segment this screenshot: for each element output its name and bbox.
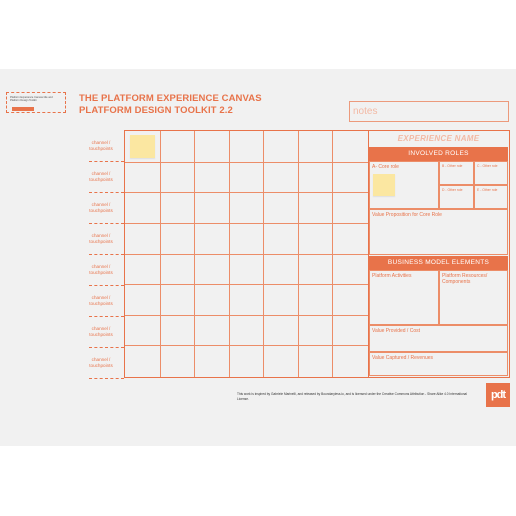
row-divider-dashed xyxy=(89,223,124,224)
value-provided-label: Value Provided / Cost xyxy=(372,328,420,334)
platform-resources-cell[interactable] xyxy=(439,270,508,325)
row-divider-dashed xyxy=(89,347,124,348)
row-label-line-1: channel / xyxy=(91,171,111,176)
row-label-line-2: touchpoints xyxy=(89,239,113,244)
grid-row-line xyxy=(125,223,368,224)
row-label-channel-touchpoints xyxy=(82,233,120,245)
grid-row-line xyxy=(125,162,368,163)
grid-row-line xyxy=(125,192,368,193)
row-divider-dashed xyxy=(89,316,124,317)
grid-row-line xyxy=(125,315,368,316)
row-label-line-2: touchpoints xyxy=(89,270,113,275)
involved-roles-header: INVOLVED ROLES xyxy=(369,147,508,161)
platform-activities-cell[interactable] xyxy=(369,270,439,325)
row-label-channel-touchpoints xyxy=(82,357,120,369)
row-label-line-1: channel / xyxy=(91,233,111,238)
other-role-b-cell[interactable] xyxy=(439,161,474,185)
title-line-1: THE PLATFORM EXPERIENCE CANVAS xyxy=(79,93,262,104)
row-label-line-1: channel / xyxy=(91,202,111,207)
sticky-note-core-role[interactable] xyxy=(373,174,395,196)
row-label-line-2: touchpoints xyxy=(89,208,113,213)
row-label-line-1: channel / xyxy=(91,326,111,331)
row-label-line-1: channel / xyxy=(91,357,111,362)
core-role-cell[interactable] xyxy=(369,161,439,209)
notes-placeholder: notes xyxy=(353,106,378,117)
row-divider-dashed xyxy=(89,254,124,255)
row-label-channel-touchpoints xyxy=(82,264,120,276)
value-proposition-cell[interactable] xyxy=(369,209,508,255)
core-role-label: A- Core role xyxy=(372,164,399,170)
sticky-note[interactable] xyxy=(130,135,155,158)
other-role-e-cell[interactable] xyxy=(474,185,508,209)
grid-row-line xyxy=(125,284,368,285)
other-role-c-label: C - Other role xyxy=(477,164,498,168)
value-provided-cell[interactable] xyxy=(369,325,508,352)
row-divider-dashed xyxy=(89,378,124,379)
pdt-logo: pdt xyxy=(486,383,510,407)
other-role-c-cell[interactable] xyxy=(474,161,508,185)
row-label-line-1: channel / xyxy=(91,295,111,300)
platform-resources-label: Platform Resources/ Components xyxy=(442,273,488,285)
corner-note[interactable] xyxy=(6,92,66,113)
notes-box[interactable] xyxy=(349,101,509,122)
row-label-channel-touchpoints xyxy=(82,171,120,183)
row-label-channel-touchpoints xyxy=(82,140,120,152)
experience-panel xyxy=(368,130,510,378)
business-model-header: BUSINESS MODEL ELEMENTS xyxy=(369,256,508,270)
license-footer: This work is inspired by Gabriele Marinelli, and released by Boundaryless.io, and is licensed under the Creative Commons Attribution - Share Alike 4.0 International License. xyxy=(237,392,467,401)
row-label-channel-touchpoints xyxy=(82,295,120,307)
row-label-line-2: touchpoints xyxy=(89,332,113,337)
row-label-line-2: touchpoints xyxy=(89,363,113,368)
row-divider-dashed xyxy=(89,161,124,162)
row-label-line-1: channel / xyxy=(91,264,111,269)
value-captured-label: Value Captured / Revenues xyxy=(372,355,434,361)
value-proposition-label: Value Proposition for Core Role xyxy=(372,212,442,218)
platform-activities-label: Platform Activities xyxy=(372,273,412,279)
grid-row-line xyxy=(125,345,368,346)
row-label-line-2: touchpoints xyxy=(89,146,113,151)
grid-row-line xyxy=(125,254,368,255)
title-line-2: PLATFORM DESIGN TOOLKIT 2.2 xyxy=(79,104,233,116)
touchpoint-grid[interactable] xyxy=(124,130,369,378)
row-divider-dashed xyxy=(89,285,124,286)
corner-note-badge xyxy=(12,107,34,111)
canvas-title xyxy=(79,93,262,116)
row-label-channel-touchpoints xyxy=(82,326,120,338)
other-role-d-label: D - Other role xyxy=(442,188,463,192)
row-divider-dashed xyxy=(89,192,124,193)
corner-note-text: Platform Experience Canvas title and Platform Design Toolkit xyxy=(10,96,53,103)
value-captured-cell[interactable] xyxy=(369,352,508,376)
row-label-line-1: channel / xyxy=(91,140,111,145)
other-role-e-label: E - Other role xyxy=(477,188,498,192)
other-role-d-cell[interactable] xyxy=(439,185,474,209)
experience-name-field[interactable]: EXPERIENCE NAME xyxy=(397,134,480,143)
other-role-b-label: B - Other role xyxy=(442,164,463,168)
row-label-line-2: touchpoints xyxy=(89,301,113,306)
row-label-channel-touchpoints xyxy=(82,202,120,214)
row-label-line-2: touchpoints xyxy=(89,177,113,182)
